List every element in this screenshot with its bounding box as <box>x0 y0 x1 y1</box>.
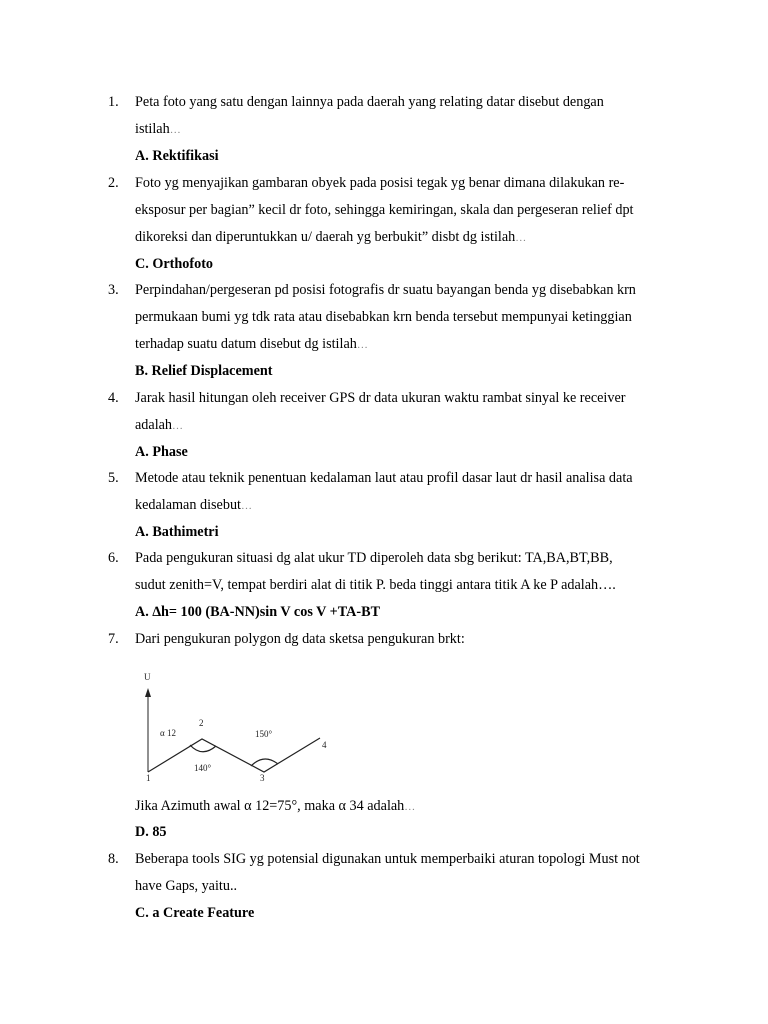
q6-text-line-1: Pada pengukuran situasi dg alat ukur TD diperoleh data sbg berikut: TA,BA,BT,BB, <box>135 550 613 566</box>
q6-answer: A. ∆h= 100 (BA-NN)sin V cos V +TA-BT <box>135 604 381 620</box>
q8-text-line-1: Beberapa tools SIG yg potensial digunakan untuk memperbaiki aturan topologi Must not <box>135 851 640 867</box>
q2-text-line-2: eksposur per bagian” kecil dr foto, sehingga kemiringan, skala dan pergeseran relief dpt <box>135 202 634 218</box>
ellipsis: … <box>404 801 416 813</box>
ellipsis: … <box>515 232 527 244</box>
q3-text-line-2: permukaan bumi yg tdk rata atau disebabkan krn benda tersebut mempunyai ketinggian <box>135 309 632 325</box>
q5-text-line-2: kedalaman disebut… <box>135 497 253 513</box>
q2-text-line-3: dikoreksi dan diperuntukkan u/ daerah yg berbukit” disbt dg istilah… <box>135 229 527 245</box>
q1-number: 1. <box>108 94 119 110</box>
q5-number: 5. <box>108 470 119 486</box>
angle-arc-150 <box>251 759 278 766</box>
q5-answer: A. Bathimetri <box>135 524 219 540</box>
q5-text-line-1: Metode atau teknik penentuan kedalaman laut atau profil dasar laut dr hasil analisa data <box>135 470 633 486</box>
angle-150-label: 150° <box>255 729 273 739</box>
q3-text-line-3: terhadap suatu datum disebut dg istilah… <box>135 336 369 352</box>
q8-answer: C. a Create Feature <box>135 905 255 921</box>
north-arrow-head <box>145 688 151 697</box>
q1-text-line-1: Peta foto yang satu dengan lainnya pada daerah yang relating datar disebut dengan <box>135 94 604 110</box>
traverse-line <box>148 738 320 772</box>
q3-text-line-1: Perpindahan/pergeseran pd posisi fotografis dr suatu bayangan benda yg disebabkan krn <box>135 282 636 298</box>
azimuth-label: α 12 <box>160 728 176 738</box>
ellipsis: … <box>169 124 182 136</box>
q1-answer: A. Rektifikasi <box>135 148 219 164</box>
ellipsis: … <box>240 500 253 512</box>
q7-answer: D. 85 <box>135 824 167 840</box>
q7-text-line-2: Jika Azimuth awal α 12=75°, maka α 34 adalah… <box>135 798 416 814</box>
q4-answer: A. Phase <box>135 444 188 460</box>
point-3-label: 3 <box>260 773 265 783</box>
q4-text-line-2: adalah… <box>135 417 184 433</box>
q2-number: 2. <box>108 175 119 191</box>
q7-number: 7. <box>108 631 119 647</box>
q8-number: 8. <box>108 851 119 867</box>
q1-text-line-2: istilah… <box>135 121 182 137</box>
q2-text-line-1: Foto yg menyajikan gambaran obyek pada posisi tegak yg benar dimana dilakukan re- <box>135 175 625 191</box>
q3-number: 3. <box>108 282 119 298</box>
q3-answer: B. Relief Displacement <box>135 363 273 379</box>
angle-arc-140 <box>190 745 216 752</box>
q4-text-line-1: Jarak hasil hitungan oleh receiver GPS dr data ukuran waktu rambat sinyal ke receiver <box>135 390 626 406</box>
q4-number: 4. <box>108 390 119 406</box>
q2-answer: C. Orthofoto <box>135 256 214 272</box>
angle-140-label: 140° <box>194 763 212 773</box>
q6-text-line-2: sudut zenith=V, tempat berdiri alat di titik P. beda tinggi antara titik A ke P adalah…. <box>135 577 616 593</box>
point-1-label: 1 <box>146 773 151 783</box>
point-2-label: 2 <box>199 718 204 728</box>
point-4-label: 4 <box>322 740 327 750</box>
polygon-sketch-diagram <box>140 668 340 786</box>
q6-number: 6. <box>108 550 119 566</box>
ellipsis: … <box>172 420 184 432</box>
north-label: U <box>144 672 151 682</box>
q7-text-line-1: Dari pengukuran polygon dg data sketsa pengukuran brkt: <box>135 631 465 647</box>
q8-text-line-2: have Gaps, yaitu.. <box>135 878 238 894</box>
ellipsis: … <box>356 339 369 351</box>
